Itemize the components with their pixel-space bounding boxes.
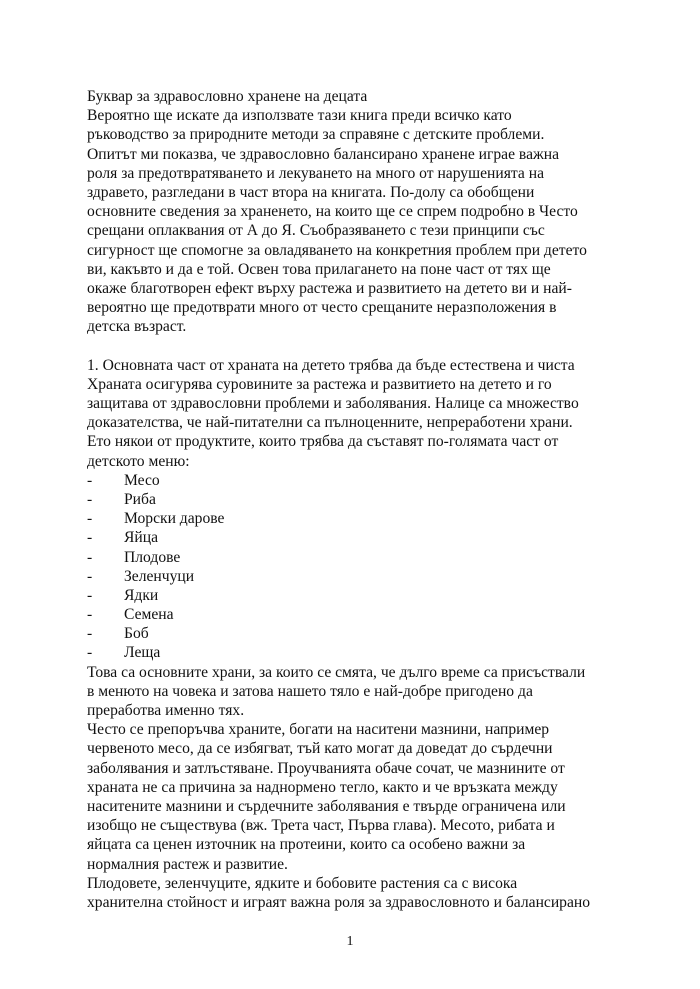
intro-line: ръководство за природните методи за справяне с детските проблеми. (87, 126, 545, 144)
body-line: Плодовете, зеленчуците, ядките и бобовите растения са с висока (87, 874, 518, 892)
body-line: в менюто на човека и затова нашето тяло е най-добре пригодено да (87, 682, 533, 700)
document-title: Буквар за здравословно хранене на децата (87, 88, 368, 105)
intro-line: вероятно ще предотврати много от често срещаните неразположения в (87, 299, 557, 317)
list-bullet: - (87, 586, 93, 604)
body-line: храната не са причина за наднормено тегло, както и че връзката между (87, 778, 558, 796)
list-item-text: Риба (124, 490, 156, 508)
intro-line: срещани оплаквания от А до Я. Съобразяването с тези принципи със (87, 222, 545, 240)
body-line: Често се препоръчва храните, богати на наситени мазнини, например (87, 721, 550, 739)
list-bullet: - (87, 548, 93, 566)
body-line: изобщо не съществува (вж. Трета част, Първа глава). Месото, рибата и (87, 817, 555, 835)
intro-line: детска възраст. (87, 318, 187, 336)
list-item-text: Боб (124, 625, 149, 643)
after-list-text (87, 663, 627, 912)
section-1-line: защитава от здравословни проблеми и заболявания. Налице са множество (87, 395, 579, 412)
list-item (87, 490, 627, 509)
body-line: заболявания и затлъстяване. Проучванията обаче сочат, че мазнините от (87, 759, 565, 777)
list-bullet: - (87, 510, 93, 528)
body-line: яйцата са ценен източник на протеини, които са особено важни за (87, 836, 526, 854)
intro-line: роля за предотвратяването и лекуването на много от нарушенията на (87, 164, 544, 182)
food-list (87, 471, 627, 663)
list-item-text: Яйца (124, 529, 159, 547)
list-bullet: - (87, 625, 93, 643)
intro-line: здравето, разгледани в част втора на книгата. По-долу са обобщени (87, 183, 535, 201)
list-item-text: Морски дарове (124, 510, 225, 528)
list-item-text: Леща (124, 644, 161, 662)
paragraph-spacer (87, 336, 627, 355)
list-item (87, 586, 627, 605)
intro-paragraph (87, 106, 627, 336)
list-item (87, 643, 627, 662)
body-line: хранителна стойност и играят важна роля за здравословното и балансирано (87, 893, 591, 911)
list-item-text: Месо (124, 471, 160, 489)
body-line: Това са основните храни, за които се смята, че дълго време са присъствали (87, 663, 586, 681)
intro-line: ви, какъвто и да е той. Освен това прилагането на поне част от тях ще (87, 260, 551, 278)
page-content (87, 87, 627, 912)
list-item-text: Ядки (124, 586, 159, 604)
list-item (87, 605, 627, 624)
body-line: наситените мазнини и сърдечните заболявания е твърде ограничена или (87, 797, 566, 815)
list-bullet: - (87, 606, 93, 624)
intro-line: окаже благотворен ефект върху растежа и развитието на детето ви и най- (87, 279, 572, 297)
page-number: 1 (346, 934, 354, 949)
section-1-line: Ето някои от продуктите, които трябва да съставят по-голямата част от (87, 433, 559, 451)
body-line: преработва именно тях. (87, 702, 245, 719)
list-item-text: Семена (124, 606, 174, 624)
list-item (87, 471, 627, 490)
section-1-line: Храната осигурява суровините за растежа и развитието на детето и го (87, 375, 552, 393)
body-line: нормалния растеж и развитие. (87, 855, 288, 873)
list-bullet: - (87, 644, 93, 662)
list-bullet: - (87, 529, 93, 547)
intro-line: сигурност ще спомогне за овладяването на конкретния проблем при детето (87, 241, 587, 259)
section-1-line: доказателства, че най-питателни са пълноценните, непреработени храни. (87, 414, 573, 432)
section-1-line: детското меню: (87, 452, 190, 470)
body-line: червеното месо, да се избягват, тъй като могат да доведат до сърдечни (87, 740, 553, 758)
section-1 (87, 356, 627, 471)
list-bullet: - (87, 471, 93, 489)
list-bullet: - (87, 490, 93, 508)
intro-line: Опитът ми показва, че здравословно балансирано хранене играе важна (87, 145, 560, 163)
list-item (87, 509, 627, 528)
list-item-text: Зеленчуци (124, 567, 195, 585)
list-item-text: Плодове (124, 548, 181, 566)
intro-line: Вероятно ще искате да използвате тази книга преди всичко като (87, 107, 512, 125)
section-1-line: 1. Основната част от храната на детето трябва да бъде естествена и чиста (87, 356, 575, 374)
list-bullet: - (87, 567, 93, 585)
list-item (87, 548, 627, 567)
list-item (87, 624, 627, 643)
list-item (87, 567, 627, 586)
intro-line: основните сведения за храненето, на които ще се спрем подробно в Често (87, 203, 578, 221)
list-item (87, 528, 627, 547)
